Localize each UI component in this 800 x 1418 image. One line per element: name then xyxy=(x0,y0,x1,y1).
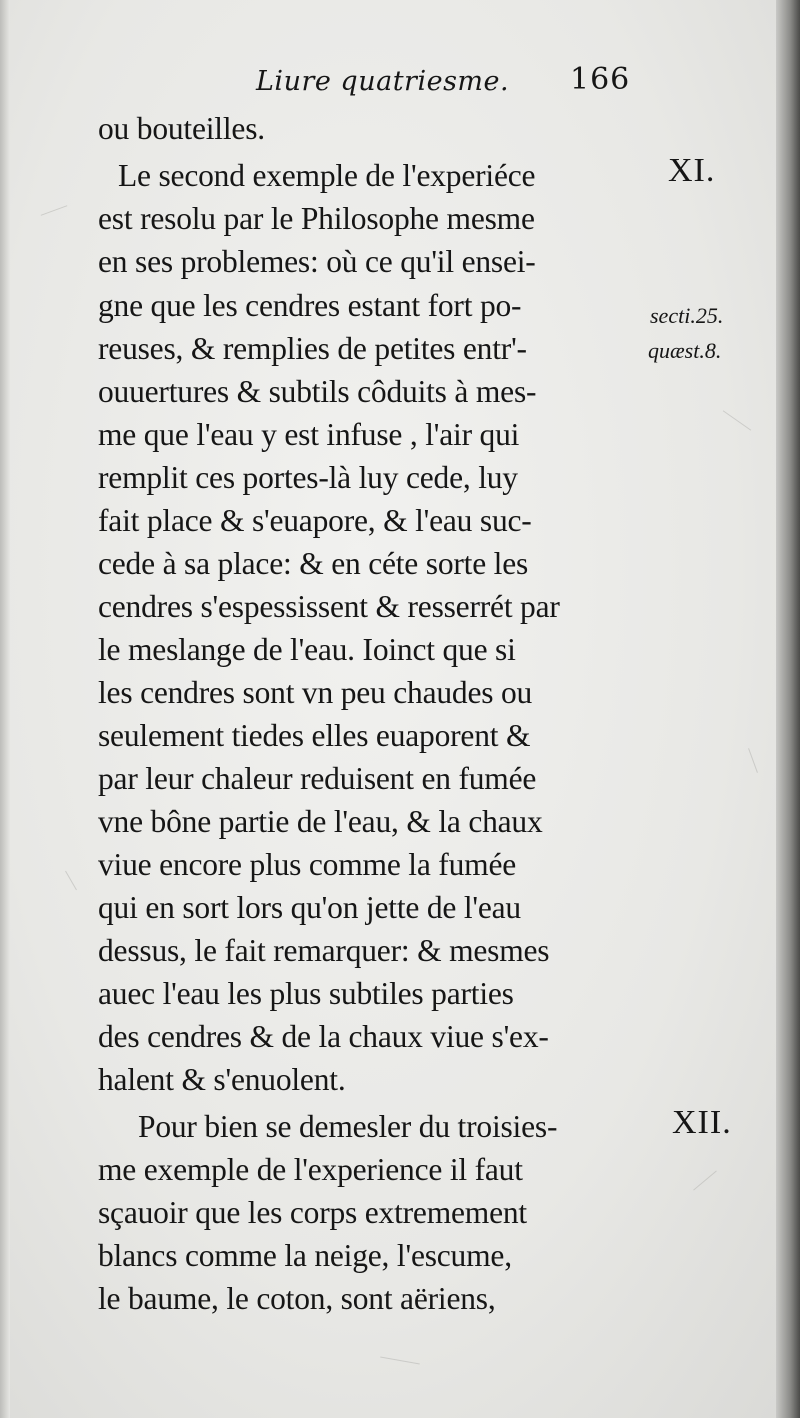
marginal-section-number: XII. xyxy=(672,1104,732,1141)
text-line: le baume, le coton, sont aëriens, xyxy=(98,1281,496,1316)
paper-fiber xyxy=(65,871,77,891)
marginal-reference: quæst.8. xyxy=(648,338,722,363)
text-line: les cendres sont vn peu chaudes ou xyxy=(98,675,533,710)
text-line: qui en sort lors qu'on jette de l'eau xyxy=(98,890,521,925)
text-line: me que l'eau y est infuse , l'air qui xyxy=(98,417,520,452)
marginal-section-number: XI. xyxy=(668,152,716,189)
marginal-reference: secti.25. xyxy=(650,303,724,328)
paper-fiber xyxy=(41,205,68,216)
text-line: cendres s'espessissent & resserrét par xyxy=(98,589,560,624)
text-line: par leur chaleur reduisent en fumée xyxy=(98,761,537,796)
text-line: ou bouteilles. xyxy=(98,111,265,146)
text-line: ouuertures & subtils côduits à mes- xyxy=(98,374,537,409)
text-line: seulement tiedes elles euaporent & xyxy=(98,718,531,753)
page-number: 166 xyxy=(570,62,631,97)
text-line: viue encore plus comme la fumée xyxy=(98,847,517,882)
text-line: gne que les cendres estant fort po- xyxy=(98,288,522,323)
text-line: Pour bien se demesler du troisies- xyxy=(138,1109,558,1144)
text-line: remplit ces portes-là luy cede, luy xyxy=(98,460,518,495)
page-edge-shadow xyxy=(776,0,800,1418)
text-line: des cendres & de la chaux viue s'ex- xyxy=(98,1019,549,1054)
text-line: le meslange de l'eau. Ioinct que si xyxy=(98,632,516,667)
running-head: Liure quatriesme. xyxy=(256,66,510,97)
text-line: est resolu par le Philosophe mesme xyxy=(98,201,535,236)
text-line: cede à sa place: & en céte sorte les xyxy=(98,546,529,581)
text-line: vne bône partie de l'eau, & la chaux xyxy=(98,804,543,839)
text-line: Le second exemple de l'experiéce xyxy=(118,158,536,193)
page-gutter-shadow xyxy=(0,0,10,1418)
text-line: halent & s'enuolent. xyxy=(98,1062,346,1097)
text-line: dessus, le fait remarquer: & mesmes xyxy=(98,933,550,968)
text-line: blancs comme la neige, l'escume, xyxy=(98,1238,512,1273)
paper-fiber xyxy=(693,1170,717,1190)
paper-fiber xyxy=(723,410,751,430)
paper-fiber xyxy=(380,1357,420,1365)
text-line: reuses, & remplies de petites entr'- xyxy=(98,331,527,366)
text-line: sçauoir que les corps extremement xyxy=(98,1195,527,1230)
text-line: me exemple de l'experience il faut xyxy=(98,1152,523,1187)
text-line: fait place & s'euapore, & l'eau suc- xyxy=(98,503,532,538)
text-line: en ses problemes: où ce qu'il ensei- xyxy=(98,244,536,279)
text-line: auec l'eau les plus subtiles parties xyxy=(98,976,514,1011)
paper-fiber xyxy=(748,748,758,773)
